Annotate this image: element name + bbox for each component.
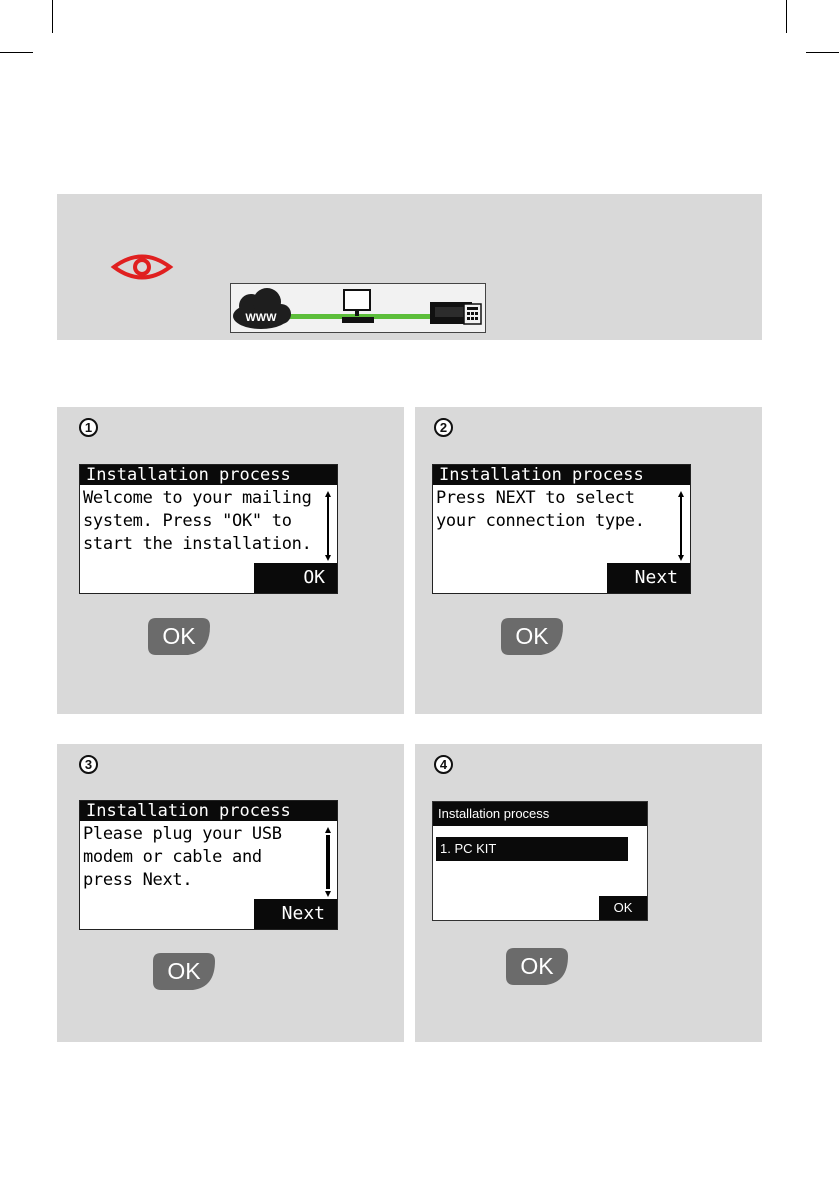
step-number: 1 (79, 418, 98, 437)
crop-mark-tl-h (0, 52, 33, 53)
screen-title: Installation process (433, 802, 647, 826)
ok-button[interactable] (148, 618, 210, 656)
crop-mark-tr-v (786, 0, 787, 33)
screen-title: Installation process (433, 465, 690, 485)
step-panel-2 (415, 407, 762, 714)
cloud-www-icon (233, 288, 291, 329)
ok-button[interactable] (506, 948, 568, 986)
crop-mark-tl-v (52, 0, 53, 33)
step-number: 2 (434, 418, 453, 437)
device-screen (79, 800, 338, 930)
screen-title: Installation process (80, 465, 337, 485)
screen-message: Press NEXT to select your connection type. (436, 488, 645, 531)
eye-icon (110, 252, 174, 282)
next-softkey[interactable]: Next (254, 899, 337, 929)
next-softkey[interactable]: Next (607, 563, 690, 593)
connection-diagram (230, 283, 486, 333)
screen-message: Welcome to your mailing system. Press "OK" to start the installation. (83, 488, 312, 554)
network-diagram (231, 284, 485, 332)
crop-mark-tr-h (806, 52, 839, 53)
device-screen (432, 464, 691, 594)
ok-button[interactable] (501, 618, 563, 656)
ok-button-label: OK (515, 623, 549, 649)
step-number: 4 (434, 755, 453, 774)
ok-softkey[interactable]: OK (254, 563, 337, 593)
screen-message: Please plug your USB modem or cable and press Next. (83, 824, 282, 890)
computer-icon (342, 290, 374, 323)
screen-title: Installation process (80, 801, 337, 821)
ok-button-label: OK (162, 623, 196, 649)
device-screen (432, 801, 648, 921)
scrollbar[interactable] (325, 491, 331, 561)
step-panel-1 (57, 407, 404, 714)
svg-text:WWW: WWW (245, 312, 277, 324)
mailing-system-icon (430, 302, 481, 324)
scrollbar[interactable] (678, 491, 684, 561)
menu-item-pc-kit[interactable]: 1. PC KIT (436, 837, 628, 861)
scrollbar[interactable] (325, 827, 331, 897)
ok-softkey[interactable]: OK (599, 896, 647, 920)
ok-button-label: OK (520, 953, 554, 979)
step-number: 3 (79, 755, 98, 774)
step-panel-3 (57, 744, 404, 1042)
ok-button-label: OK (167, 958, 201, 984)
step-panel-4 (415, 744, 762, 1042)
device-screen (79, 464, 338, 594)
ok-button[interactable] (153, 953, 215, 991)
